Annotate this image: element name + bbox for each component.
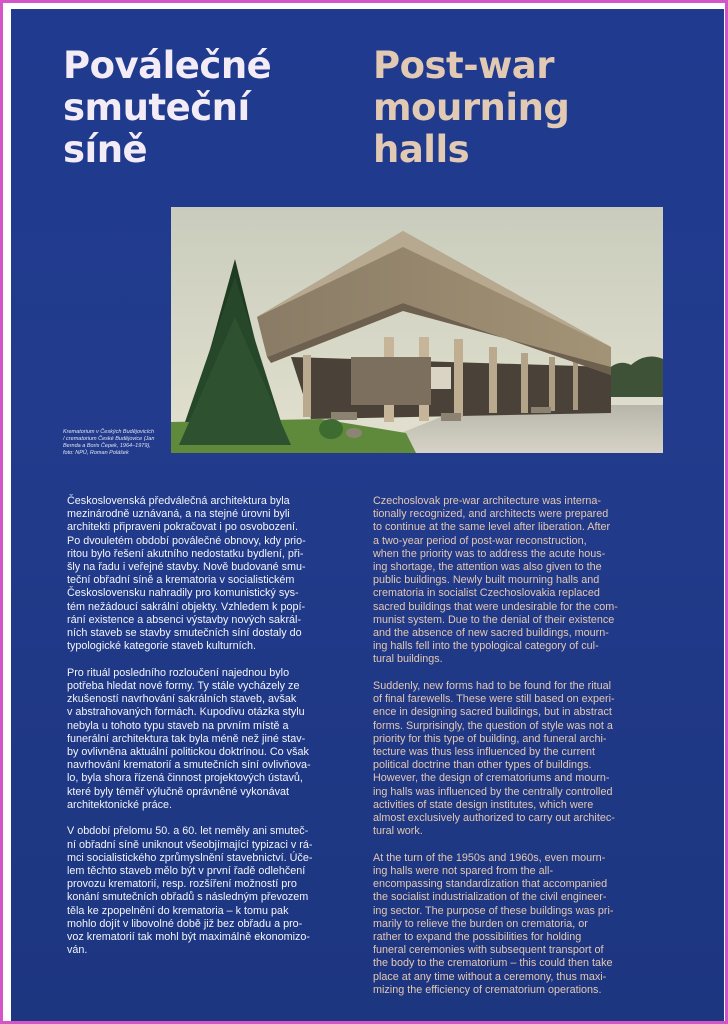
czech-text-line: nebyla u tohoto typu staveb na prvním místě a: [67, 719, 289, 732]
czech-text-line: funerální architektura tak byla méně než jiné stav-: [67, 732, 306, 745]
caption-line: / crematorium České Budějovice (Jan: [63, 436, 155, 442]
czech-text-line: voz krematorií tak mohl být maximálně ekonomizo-: [67, 931, 311, 944]
title-english-line: Post-war: [373, 44, 554, 87]
caption-line: Krematorium v Českých Budějovicích: [63, 429, 155, 435]
czech-text-line: rání existence a absenci výstavby nových sakrál-: [67, 613, 302, 626]
text-column-czech: [67, 495, 363, 971]
english-text-line: place at any time without a ceremony, thus maxi-: [373, 970, 607, 983]
czech-text-line: ní obřadní síně uniknout všeobjímající typizaci v rá-: [67, 838, 313, 851]
english-text-line: ence in designing sacred buildings, but in abstract: [373, 706, 612, 719]
text-column-english: [373, 495, 673, 1010]
crematorium-photo: [171, 207, 663, 453]
czech-text-line: Po dvouletém období poválečné obnovy, kdy prio-: [67, 534, 306, 547]
english-text-line: ing sector. The purpose of these buildings was pri-: [373, 904, 614, 917]
czech-text-line: lem těchto staveb mělo být v první řadě odlehčení: [67, 865, 306, 878]
english-text-line: funeral ceremonies with subsequent transport of: [373, 944, 604, 957]
czech-text-line: mci socialistického zprůmyslnění stavebnictví. Úče-: [67, 851, 313, 864]
czech-text-line: ních staveb se stavby smutečních síní dostaly do: [67, 627, 302, 640]
english-text-paragraph: [373, 680, 673, 838]
english-text-line: tural work.: [373, 825, 423, 838]
title-english-line: mourning: [373, 86, 570, 129]
english-text-paragraph: [373, 495, 673, 667]
english-text-line: Suddenly, new forms had to be found for the ritual: [373, 680, 612, 693]
czech-text-line: by ovlivněna aktuální politickou doktrínou. Co však: [67, 746, 309, 759]
czech-text-line: teční obřadní síně a krematoria v socialistickém: [67, 574, 295, 587]
czech-text-line: provozu krematorií, resp. rozšíření možností pro: [67, 878, 297, 891]
photo-caption: [63, 429, 175, 457]
czech-text-line: ván.: [67, 944, 88, 957]
english-text-line: almost exclusively authorized to carry out architec-: [373, 812, 615, 825]
title-czech: [63, 45, 271, 171]
czech-text-line: ritou bylo řešení akutního nedostatku bydlení, při-: [67, 547, 304, 560]
english-text-line: crematoria in socialist Czechoslovakia replaced: [373, 587, 600, 600]
english-text-line: tecture was thus less influenced by the current: [373, 746, 596, 759]
english-text-line: activities of state design institutes, which were: [373, 798, 594, 811]
english-text-line: of final farewells. These were still based on experi-: [373, 693, 615, 706]
czech-text-line: konání smutečních obřadů s následným převozem: [67, 891, 309, 904]
english-text-line: At the turn of the 1950s and 1960s, even mourn-: [373, 851, 606, 864]
czech-text-line: potřeba hledat nové formy. Ty stále vycházely ze: [67, 680, 300, 693]
english-text-line: when the priority was to address the acute hous-: [373, 547, 606, 560]
english-text-line: tural buildings.: [373, 653, 443, 666]
czech-text-line: V období přelomu 50. a 60. let neměly ani smuteč-: [67, 825, 309, 838]
title-english: [373, 45, 569, 171]
english-text-paragraph: [373, 852, 673, 997]
english-text-line: ing halls were not spared from the all-: [373, 865, 554, 878]
english-text-line: ing halls fell into the typological category of cul-: [373, 640, 599, 653]
czech-text-line: které byly téměř výlučně oprávněné vykonávat: [67, 785, 290, 798]
czech-text-line: mezinárodně uznávaná, a na stejné úrovni byli: [67, 508, 290, 521]
english-text-line: political doctrine than other types of buildings.: [373, 759, 592, 772]
english-text-line: ing halls was influenced by the centrally controlled: [373, 785, 613, 798]
czech-text-line: Československá předválečná architektura byla: [67, 495, 290, 507]
czech-text-line: zkušeností navrhování sakrálních staveb, avšak: [67, 693, 297, 706]
czech-text-line: mohlo dojít v libovolné době již bez obřadu a pro-: [67, 917, 303, 930]
crematorium-illustration: [171, 207, 663, 453]
title-czech-line: Poválečné: [63, 44, 272, 87]
english-text-line: the socialist industrialization of the civil engineer-: [373, 891, 607, 904]
exhibition-panel: [11, 9, 724, 1021]
english-text-line: Czechoslovak pre-war architecture was interna-: [373, 495, 602, 507]
english-text-line: munist system. Due to the denial of their existence: [373, 613, 615, 626]
english-text-line: to continue at the same level after liberation. After: [373, 521, 611, 534]
czech-text-line: v abstrahovaných formách. Kupodivu otázka stylu: [67, 706, 305, 719]
czech-text-line: typologické kategorie staveb kulturních.: [67, 640, 257, 653]
english-text-line: ing shortage, the attention was also given to the: [373, 561, 602, 574]
czech-text-line: těla ke zpopelnění do krematoria – k tomu pak: [67, 904, 289, 917]
czech-text-line: navrhování krematorií a smutečních síní ovlivňova-: [67, 759, 311, 772]
czech-text-line: tém nežádoucí sakrální objekty. Vzhledem k popí-: [67, 600, 306, 613]
english-text-line: forms. Surprisingly, the question of style was not a: [373, 719, 613, 732]
english-text-line: However, the design of crematoriums and mourn-: [373, 772, 610, 785]
title-czech-line: síně: [63, 128, 148, 171]
english-text-line: encompassing standardization that accompanied: [373, 878, 608, 891]
czech-text-paragraph: [67, 495, 363, 653]
caption-line: foto: NPÚ, Roman Polášek: [63, 450, 129, 456]
caption-line: Bernda a Boris Čepek, 1964–1979),: [63, 443, 151, 449]
czech-text-line: Pro rituál posledního rozloučení najednou bylo: [67, 666, 290, 679]
title-english-line: halls: [373, 128, 470, 171]
english-text-line: and the absence of new sacred buildings, mourn-: [373, 627, 609, 640]
czech-text-line: architektonické práce.: [67, 798, 173, 811]
english-text-line: mizing the efficiency of crematorium operations.: [373, 983, 602, 996]
english-text-line: public buildings. Newly built mourning halls and: [373, 574, 600, 587]
english-text-line: priority for this type of building, and funeral archi-: [373, 732, 607, 745]
title-czech-line: smuteční: [63, 86, 250, 129]
czech-text-paragraph: [67, 825, 363, 957]
czech-text-line: Československu nahradily pro komunistický sys-: [67, 587, 299, 600]
czech-text-line: lo, byla shora řízená činnost projektových ústavů,: [67, 772, 303, 785]
english-text-line: rather to expand the possibilities for holding: [373, 931, 582, 944]
english-text-line: tionally recognized, and architects were prepared: [373, 508, 609, 521]
english-text-line: the body to the crematorium – this could then take: [373, 957, 613, 970]
english-text-line: marily to relieve the burden on crematoria, or: [373, 917, 588, 930]
english-text-line: sacred buildings that were undesirable for the com-: [373, 600, 618, 613]
english-text-line: a two-year period of post-war reconstruction,: [373, 534, 587, 547]
czech-text-line: architekti připraveni pokračovat i po osvobození.: [67, 521, 299, 534]
czech-text-line: šly na řadu i veřejné stavby. Nově budované smu-: [67, 561, 306, 574]
czech-text-paragraph: [67, 667, 363, 812]
